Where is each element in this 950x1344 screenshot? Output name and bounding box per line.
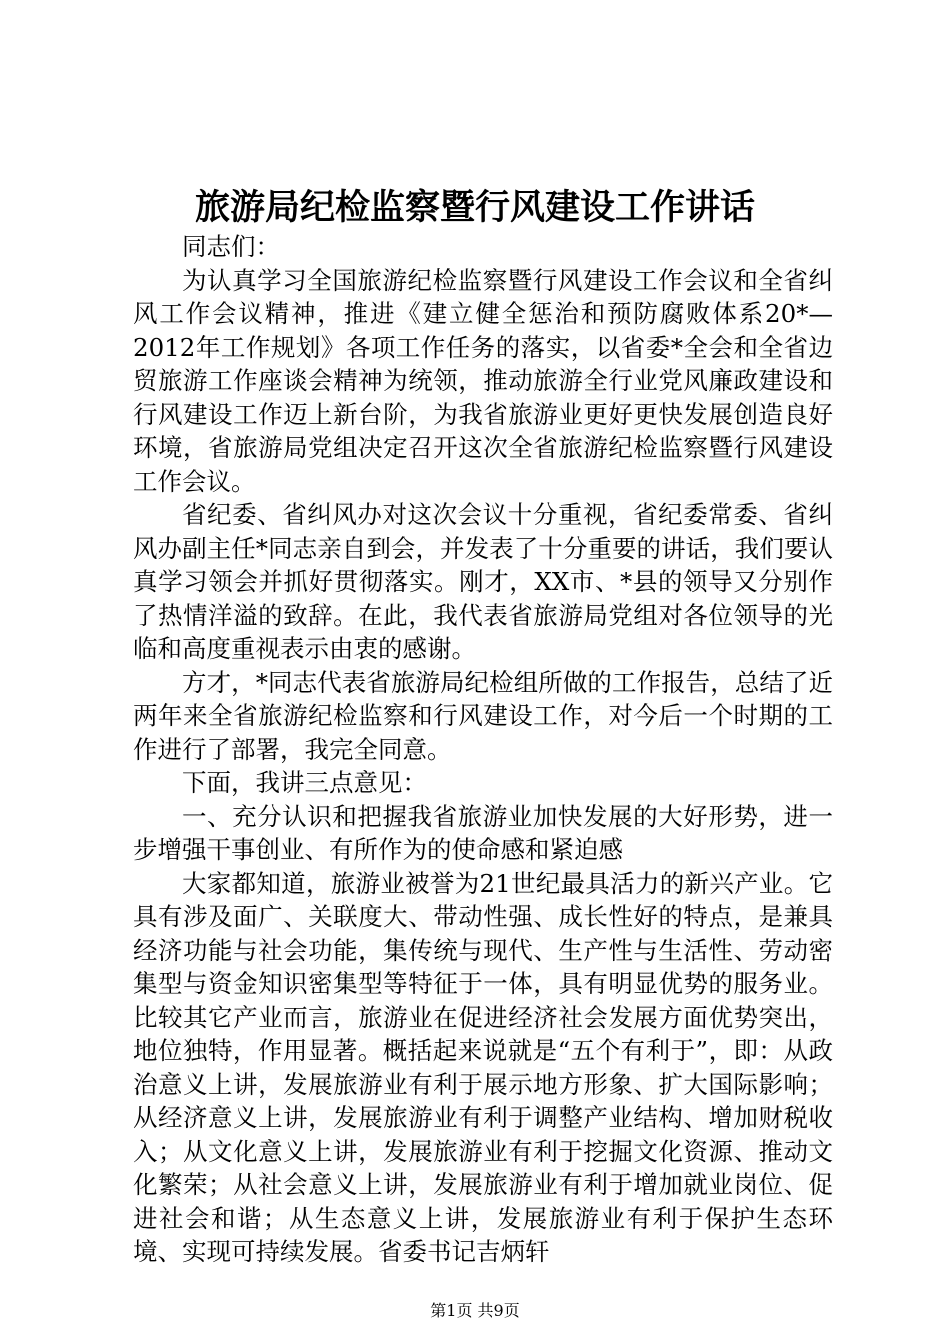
body-paragraph: 为认真学习全国旅游纪检监察暨行风建设工作会议和全省纠风工作会议精神，推进《建立健全惩治和预防腐败体系20*—2012年工作规划》各项工作任务的落实，以省委*全会和全省边贸旅游工作座谈会精神为统领，推动旅游全行业党风廉政建设和行风建设工作迈上新台阶，为我省旅游业更好更快发展创造良好环境，省旅游局党组决定召开这次全省旅游纪检监察暨行风建设工作会议。: [133, 265, 833, 496]
section-heading: 一、充分认识和把握我省旅游业加快发展的大好形势，进一步增强干事创业、有所作为的使命感和紧迫感: [133, 801, 833, 864]
salutation-paragraph: 同志们：: [182, 232, 280, 261]
page-number-footer: 第1页 共9页: [430, 1301, 520, 1320]
body-paragraph: 下面，我讲三点意见：: [182, 768, 427, 797]
body-paragraph: 大家都知道，旅游业被誉为21世纪最具活力的新兴产业。它具有涉及面广、关联度大、带动性强、成长性好的特点，是兼具经济功能与社会功能，集传统与现代、生产性与生活性、劳动密集型与资金知识密集型等特征于一体，具有明显优势的服务业。比较其它产业而言，旅游业在促进经济社会发展方面优势突出，地位独特，作用显著。概括起来说就是“五个有利于”，即：从政治意义上讲，发展旅游业有利于展示地方形象、扩大国际影响；从经济意义上讲，发展旅游业有利于调整产业结构、增加财税收入；从文化意义上讲，发展旅游业有利于挖掘文化资源、推动文化繁荣；从社会意义上讲，发展旅游业有利于增加就业岗位、促进社会和谐；从生态意义上讲，发展旅游业有利于保护生态环境、实现可持续发展。省委书记吉炳轩: [133, 868, 833, 1266]
document-body: [133, 230, 833, 1269]
body-paragraph: 方才，*同志代表省旅游局纪检组所做的工作报告，总结了近两年来全省旅游纪检监察和行风建设工作，对今后一个时期的工作进行了部署，我完全同意。: [133, 667, 833, 764]
body-paragraph: 省纪委、省纠风办对这次会议十分重视，省纪委常委、省纠风办副主任*同志亲自到会，并发表了十分重要的讲话，我们要认真学习领会并抓好贯彻落实。刚才，XX市、*县的领导又分别作了热情洋溢的致辞。在此，我代表省旅游局党组对各位领导的光临和高度重视表示由衷的感谢。: [133, 500, 833, 663]
document-title: 旅游局纪检监察暨行风建设工作讲话: [194, 187, 755, 228]
